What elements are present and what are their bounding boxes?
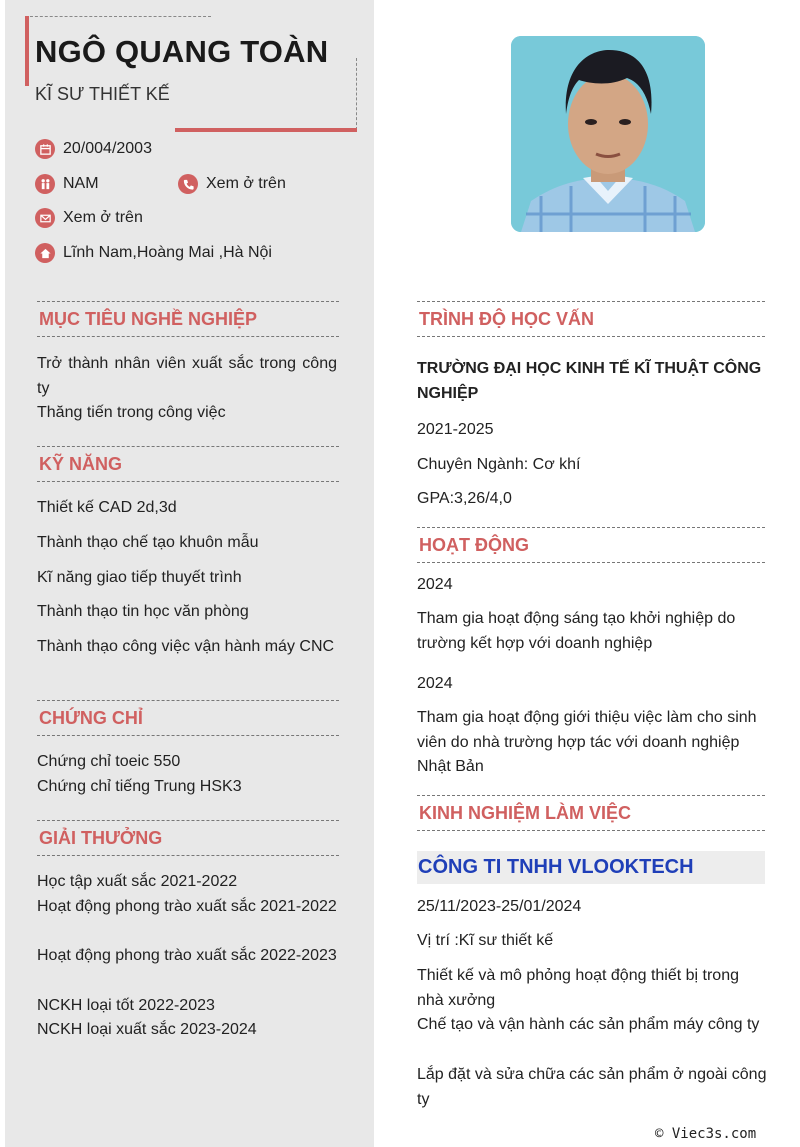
experience-position: Vị trí :Kĩ sư thiết kế: [417, 932, 554, 949]
experience-duty: Chế tạo và vận hành các sản phẩm máy công ty: [417, 1016, 760, 1033]
section-certificates: [37, 700, 339, 736]
skill-item: Thành thạo chế tạo khuôn mẫu: [37, 534, 259, 551]
mail-icon: [35, 208, 55, 228]
accent-bar: [175, 128, 357, 132]
candidate-name: NGÔ QUANG TOÀN: [35, 34, 329, 69]
job-title: KĨ SƯ THIẾT KẾ: [35, 84, 170, 104]
award-item: Hoạt động phong trào xuất sắc 2021-2022: [37, 898, 337, 915]
dob-value: 20/004/2003: [63, 140, 152, 157]
home-icon: [35, 243, 55, 263]
accent-bar: [25, 16, 29, 86]
phone-icon: [178, 174, 198, 194]
skill-item: Thành thạo công việc vận hành máy CNC: [37, 638, 335, 655]
certificate-item: Chứng chỉ toeic 550: [37, 753, 181, 770]
address-value: Lĩnh Nam,Hoàng Mai ,Hà Nội: [63, 244, 272, 261]
section-skills: [37, 446, 339, 482]
section-heading: MỤC TIÊU NGHỀ NGHIỆP: [39, 308, 258, 329]
activity-desc: Tham gia hoạt động giới thiệu việc làm cho sinh viên do nhà trường hợp tác với doanh nghiệp Nhật Bản: [417, 709, 757, 775]
award-item: Học tập xuất sắc 2021-2022: [37, 873, 238, 890]
gender-value: NAM: [63, 175, 99, 192]
section-heading: KỸ NĂNG: [39, 453, 123, 474]
section-education: [417, 301, 765, 337]
phone-row: [178, 174, 286, 194]
objective-line: Trở thành nhân viên xuất sắc trong công ty: [37, 355, 337, 397]
section-heading: KINH NGHIỆM LÀM VIỆC: [419, 802, 632, 823]
section-heading: HOẠT ĐỘNG: [419, 534, 529, 555]
gender-row: [35, 174, 99, 194]
activity-year: 2024: [417, 675, 453, 692]
experience-duty: Lắp đặt và sửa chữa các sản phẩm ở ngoài công ty: [417, 1066, 767, 1108]
email-value: Xem ở trên: [63, 209, 143, 226]
email-row: [35, 208, 143, 228]
name-header: [25, 16, 357, 132]
section-awards: [37, 820, 339, 856]
section-heading: GIẢI THƯỞNG: [39, 827, 163, 848]
section-activities: [417, 527, 765, 563]
award-item: Hoạt động phong trào xuất sắc 2022-2023: [37, 947, 337, 964]
skill-item: Kĩ năng giao tiếp thuyết trình: [37, 569, 242, 586]
education-gpa: GPA:3,26/4,0: [417, 490, 512, 507]
profile-photo: [511, 36, 705, 232]
skill-item: Thành thạo tin học văn phòng: [37, 603, 249, 620]
experience-period: 25/11/2023-25/01/2024: [417, 898, 582, 915]
dob-row: [35, 139, 152, 159]
section-experience: [417, 795, 765, 831]
skill-item: Thiết kế CAD 2d,3d: [37, 499, 177, 516]
company-bar: [417, 851, 765, 884]
objective-line: Thăng tiến trong công việc: [37, 404, 226, 421]
gender-icon: [35, 174, 55, 194]
activity-desc: Tham gia hoạt động sáng tạo khởi nghiệp do trường kết hợp với doanh nghiệp: [417, 610, 736, 652]
experience-duty: Thiết kế và mô phỏng hoạt động thiết bị trong nhà xưởng: [417, 967, 739, 1009]
company-name: CÔNG TI TNHH VLOOKTECH: [418, 856, 694, 878]
phone-value: Xem ở trên: [206, 175, 286, 192]
section-heading: TRÌNH ĐỘ HỌC VẤN: [419, 308, 594, 329]
decor-line: [356, 58, 357, 130]
award-item: NCKH loại xuất sắc 2023-2024: [37, 1021, 257, 1038]
address-row: [35, 243, 272, 263]
watermark: © Viec3s.com: [655, 1126, 757, 1142]
education-major: Chuyên Ngành: Cơ khí: [417, 456, 581, 473]
education-years: 2021-2025: [417, 421, 494, 438]
award-item: NCKH loại tốt 2022-2023: [37, 997, 215, 1014]
decor-line: [25, 16, 211, 17]
activity-year: 2024: [417, 576, 453, 593]
school-name: TRƯỜNG ĐẠI HỌC KINH TẾ KĨ THUẬT CÔNG NGHIỆP: [417, 360, 762, 402]
calendar-icon: [35, 139, 55, 159]
section-heading: CHỨNG CHỈ: [39, 707, 143, 728]
section-objective: [37, 301, 339, 337]
certificate-item: Chứng chỉ tiếng Trung HSK3: [37, 778, 242, 795]
